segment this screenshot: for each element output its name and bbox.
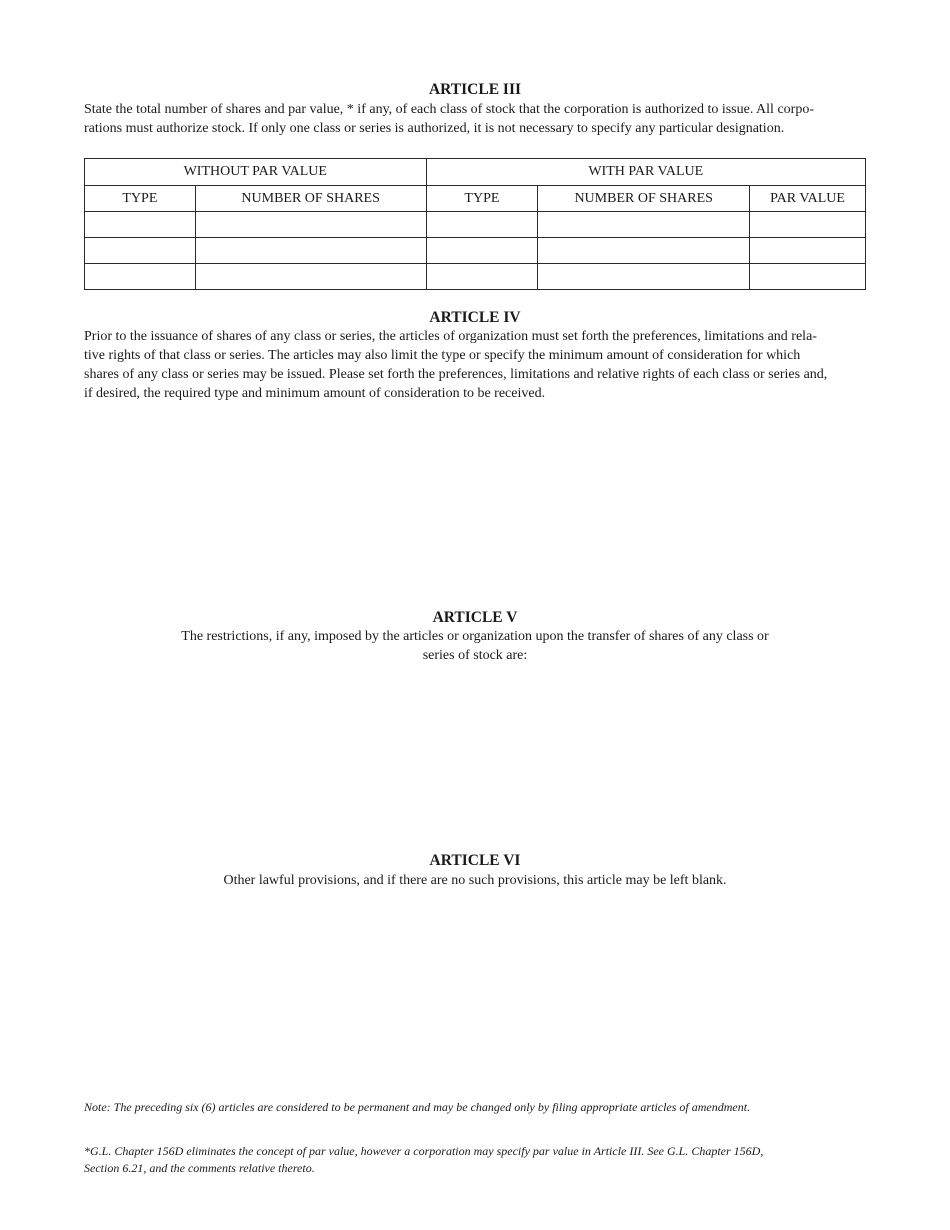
article-4-text-line: shares of any class or series may be issued. Please set forth the preferences, limitations and relative rights of each class or series and,	[84, 367, 828, 382]
article-5-heading: ARTICLE V	[432, 609, 518, 626]
table-cell[interactable]	[750, 264, 866, 290]
table-row	[85, 212, 866, 238]
article-5-text-line-2: series of stock are:	[422, 648, 528, 663]
article-4-heading: ARTICLE IV	[429, 309, 521, 326]
table-cell[interactable]	[426, 264, 538, 290]
article-5-text-line-1: The restrictions, if any, imposed by the articles or organization upon the transfer of shares of any class or	[181, 629, 769, 644]
par-value-footnote	[84, 1143, 884, 1177]
table-cell[interactable]	[85, 212, 196, 238]
shares-table-column-header	[85, 186, 866, 212]
article-6-heading: ARTICLE VI	[429, 852, 521, 869]
table-cell[interactable]	[538, 212, 750, 238]
footnote-line-2: Section 6.21, and the comments relative thereto.	[84, 1161, 315, 1175]
article-3-instructions	[84, 100, 866, 138]
column-header-type-without-par: TYPE	[85, 186, 196, 212]
table-row	[85, 238, 866, 264]
article-4-text-line: if desired, the required type and minimum amount of consideration to be received.	[84, 386, 546, 401]
table-cell[interactable]	[426, 238, 538, 264]
footnote-line-1: *G.L. Chapter 156D eliminates the concept of par value, however a corporation may specify par value in Article III. See G.L. Chapter 156D,	[84, 1144, 764, 1158]
table-cell[interactable]	[195, 212, 426, 238]
column-header-number-of-shares-without-par: NUMBER OF SHARES	[195, 186, 426, 212]
article-4-text-line: tive rights of that class or series. The articles may also limit the type or specify the minimum amount of consideration for which	[84, 348, 801, 363]
table-row	[85, 264, 866, 290]
table-cell[interactable]	[538, 238, 750, 264]
table-cell[interactable]	[538, 264, 750, 290]
column-header-par-value: PAR VALUE	[750, 186, 866, 212]
table-cell[interactable]	[750, 238, 866, 264]
article-4-text-line: Prior to the issuance of shares of any class or series, the articles of organization must set forth the preferences, limitations and rela-	[84, 329, 817, 344]
without-par-value-header: WITHOUT PAR VALUE	[85, 159, 427, 186]
article-5-instructions	[150, 627, 800, 665]
column-header-type-with-par: TYPE	[426, 186, 538, 212]
shares-table-group-header	[85, 159, 866, 186]
article-6-instructions: Other lawful provisions, and if there are no such provisions, this article may be left blank.	[223, 873, 727, 888]
table-cell[interactable]	[195, 264, 426, 290]
article-3-text-line-2: rations must authorize stock. If only one class or series is authorized, it is not necessary to specify any particular designation.	[84, 121, 785, 136]
table-cell[interactable]	[85, 264, 196, 290]
article-3-text-line-1: State the total number of shares and par value, * if any, of each class of stock that the corporation is authorized to issue. All corpo-	[84, 102, 814, 117]
column-header-number-of-shares-with-par: NUMBER OF SHARES	[538, 186, 750, 212]
shares-table	[84, 158, 866, 290]
table-cell[interactable]	[750, 212, 866, 238]
permanence-note: Note: The preceding six (6) articles are considered to be permanent and may be changed only by filing appropriate articles of amendment.	[84, 1100, 751, 1114]
with-par-value-header: WITH PAR VALUE	[426, 159, 865, 186]
article-4-instructions	[84, 327, 866, 403]
table-cell[interactable]	[195, 238, 426, 264]
table-cell[interactable]	[426, 212, 538, 238]
table-cell[interactable]	[85, 238, 196, 264]
article-3-heading: ARTICLE III	[428, 81, 522, 98]
